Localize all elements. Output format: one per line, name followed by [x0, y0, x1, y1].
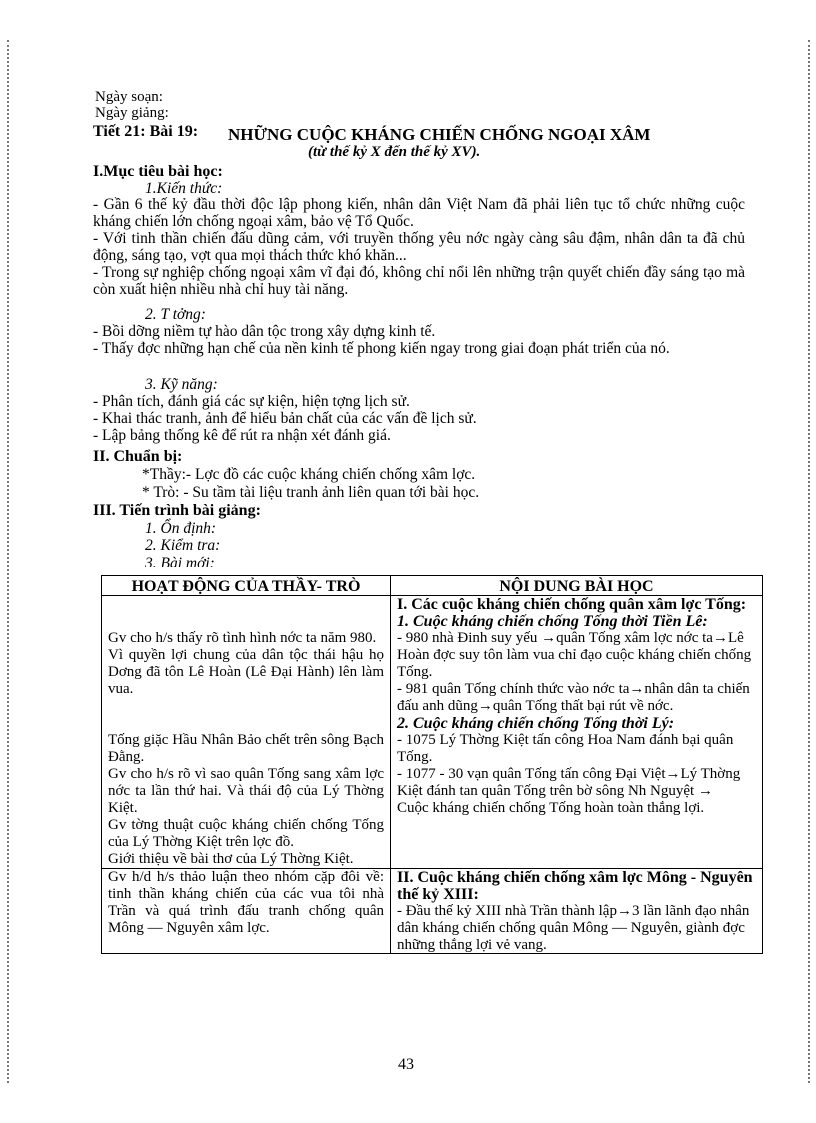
content-subheading: 2. Cuộc kháng chiến chống Tống thời Lý: [397, 715, 675, 732]
thought-text [93, 323, 745, 357]
skill-item: - Khai thác tranh, ảnh để hiểu bản chất của các vấn đề lịch sử. [93, 410, 477, 427]
section-procedure: III. Tiến trình bài giảng: [93, 502, 261, 519]
activities-cell [102, 869, 391, 954]
content-cell [391, 596, 763, 869]
content-heading: I. Các cuộc kháng chiến chống quân xâm lợc Tống: [397, 596, 747, 613]
content-text: - 1077 - 30 vạn quân Tống tấn công Đại Việt→Lý Thờng Kiệt đánh tan quân Tống trên bờ sông Nh Nguyệt → [397, 766, 741, 799]
activity-text: Gv tờng thuật cuộc kháng chiến chống Tống của Lý Thờng Kiệt trên lợc đồ. [108, 817, 384, 850]
table-header-row [102, 576, 763, 596]
activity-text: Gv cho h/s rõ vì sao quân Tống sang xâm lợc nớc ta lần thứ hai. Và thái độ của Lý Thờng Kiệt. [108, 766, 384, 816]
activity-text: Gv cho h/s thấy rõ tình hình nớc ta năm 980. [108, 630, 377, 646]
step-stabilize: 1. Ổn định: [145, 520, 217, 537]
prep-student: * Trò: - Su tầm tài liệu tranh ảnh liên quan tới bài học. [142, 484, 480, 501]
activity-text: Vì quyền lợi chung của dân tộc thái hậu họ Dơng đã tôn Lê Hoàn (Lê Đại Hành) lên làm vua. [108, 647, 384, 697]
lesson-number: Tiết 21: Bài 19: [93, 123, 199, 140]
thought-item: - Thấy đợc những hạn chế của nền kinh tế phong kiến ngay trong giai đoạn phát triển của nó. [93, 340, 670, 357]
column-header-content: NỘI DUNG BÀI HỌC [391, 576, 763, 596]
content-text: Cuộc kháng chiến chống Tống hoàn toàn thắng lợi. [397, 800, 705, 816]
lesson-subtitle: (từ thế kỷ X đến thế kỷ XV). [308, 144, 481, 160]
right-dotted-border [808, 40, 810, 1083]
section-objectives: I.Mục tiêu bài học: [93, 163, 223, 180]
thought-item: - Bồi dỡng niềm tự hào dân tộc trong xây dựng kinh tế. [93, 323, 436, 340]
knowledge-item: - Trong sự nghiệp chống ngoại xâm vĩ đại đó, không chỉ nổi lên những trận quyết chiến đầy sáng tạo mà còn xuất hiện nhiều nhà chỉ huy tài năng. [93, 264, 745, 298]
activity-text: Tống giặc Hầu Nhân Bảo chết trên sông Bạch Đằng. [108, 732, 384, 765]
section-preparation: II. Chuẩn bị: [93, 448, 183, 465]
content-text: - Đầu thế kỷ XIII nhà Trần thành lập→3 lần lãnh đạo nhân dân kháng chiến chống quân Mông — Nguyên, giành đợc những thắng lợi vẻ vang. [397, 903, 750, 953]
prep-date: Ngày soạn: [95, 89, 163, 105]
skill-item: - Phân tích, đánh giá các sự kiện, hiện tợng lịch sử. [93, 393, 410, 410]
knowledge-text [93, 196, 745, 298]
page-number: 43 [398, 1056, 414, 1073]
activity-text: Giới thiệu về bài thơ của Lý Thờng Kiệt. [108, 851, 354, 867]
content-text: - 980 nhà Đinh suy yếu →quân Tống xâm lợc nớc ta→Lê Hoàn đợc suy tôn làm vua chỉ đạo cuộc kháng chiến chống Tống. [397, 630, 752, 680]
activity-text: Gv h/d h/s thảo luận theo nhóm cặp đôi về: tinh thần kháng chiến của các vua tôi nhà Trần và quá trình đấu tranh chống quân Mông — Nguyên xâm lợc. [108, 869, 384, 936]
step-new-lesson: 3. Bài mới: [145, 555, 215, 567]
content-text: - 981 quân Tống chính thức vào nớc ta→nhân dân ta chiến đấu anh dũng→quân Tống thất bại rút về nớc. [397, 681, 750, 714]
knowledge-item: - Với tinh thần chiến đấu dũng cảm, với truyền thống yêu nớc ngày càng sâu đậm, nhân dân ta đã chủ động, sáng tạo, vợt qua mọi thách thức khó khăn... [93, 230, 745, 264]
skills-text [93, 393, 745, 444]
subsection-skills: 3. Kỹ năng: [145, 376, 218, 393]
content-heading: II. Cuộc kháng chiến chống xâm lợc Mông - Nguyên thế kỷ XIII: [397, 869, 753, 903]
prep-teacher: *Thầy:- Lợc đồ các cuộc kháng chiến chống xâm lợc. [142, 466, 476, 483]
left-dotted-border [7, 40, 9, 1083]
knowledge-item: - Gần 6 thế kỷ đầu thời độc lập phong kiến, nhân dân Việt Nam đã phải liên tục tổ chức những cuộc kháng chiến lớn chống ngoại xâm, bảo vệ Tổ Quốc. [93, 196, 745, 230]
skill-item: - Lập bảng thống kê để rút ra nhận xét đánh giá. [93, 427, 391, 444]
subsection-knowledge: 1.Kiến thức: [145, 180, 223, 197]
lesson-title: NHỮNG CUỘC KHÁNG CHIẾN CHỐNG NGOẠI XÂM [228, 125, 651, 144]
table-row [102, 596, 763, 869]
lesson-table [101, 575, 763, 954]
content-subheading: 1. Cuộc kháng chiến chống Tống thời Tiền Lê: [397, 613, 708, 630]
step-check: 2. Kiểm tra: [145, 537, 221, 554]
content-cell [391, 869, 763, 954]
table-row [102, 869, 763, 954]
content-text: - 1075 Lý Thờng Kiệt tấn công Hoa Nam đánh bại quân Tống. [397, 732, 734, 765]
activities-cell [102, 596, 391, 869]
column-header-activities: HOẠT ĐỘNG CỦA THẦY- TRÒ [102, 576, 391, 596]
subsection-thought: 2. T tởng: [145, 306, 206, 323]
teach-date: Ngày giảng: [95, 105, 169, 121]
lesson-title-line [93, 123, 651, 144]
